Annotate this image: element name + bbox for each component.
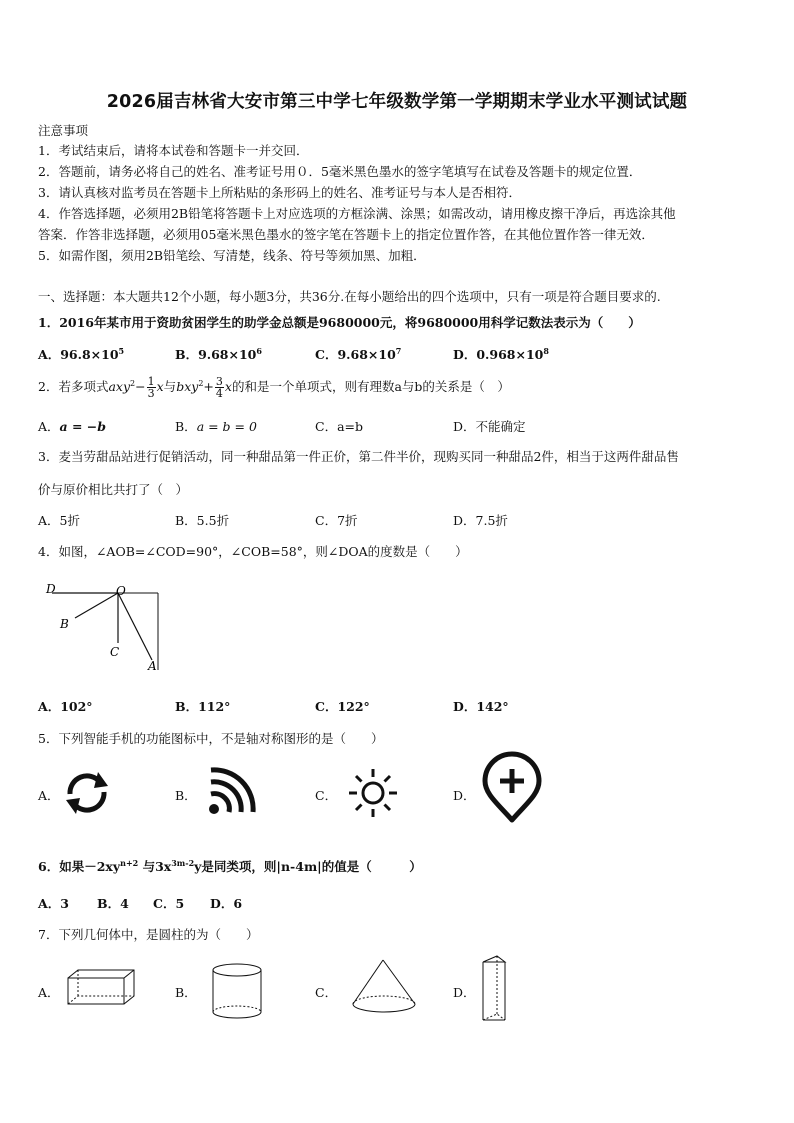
q6-option-b[interactable]: B．4 bbox=[97, 896, 129, 911]
q5-option-b[interactable]: B． bbox=[175, 788, 197, 803]
section-heading: 一、选择题：本大题共12个小题，每小题3分，共36分.在每小题给出的四个选项中，只有一项是符合题目要求的. bbox=[38, 289, 661, 304]
q5-stem: 5．下列智能手机的功能图标中，不是轴对称图形的是（ ） bbox=[38, 731, 384, 746]
cylinder-icon bbox=[211, 962, 265, 1022]
cone-icon bbox=[350, 958, 420, 1018]
q2-option-b[interactable]: B．a = b = 0 bbox=[175, 419, 257, 434]
q2-option-d[interactable]: D．不能确定 bbox=[453, 419, 526, 434]
q4-label-b: B bbox=[60, 617, 69, 631]
q5-option-a[interactable]: A． bbox=[38, 788, 60, 803]
q6-option-a[interactable]: A．3 bbox=[38, 896, 69, 911]
q4-option-a[interactable]: A．102° bbox=[38, 699, 93, 714]
q2-stem: 2．若多项式axy$^2$− $\frac{1}{3}$ x与bxy$^2$+ $\frac{3}{4}$ x的和是一个单项式，则有理数a与b的关系是（ ） bbox=[38, 375, 510, 400]
sync-icon bbox=[62, 768, 112, 818]
notice-item-3: 3．请认真核对监考员在答题卡上所粘贴的条形码上的姓名、准考证号与本人是否相符． bbox=[38, 185, 521, 200]
q4-label-o: O bbox=[116, 584, 126, 598]
q3-stem-line2: 价与原价相比共打了（ ） bbox=[38, 482, 189, 497]
notice-item-4: 4．作答选择题，必须用2B铅笔将答题卡上对应选项的方框涂满、涂黑；如需改动，请用橡皮擦干净后，再选涂其他 bbox=[38, 206, 676, 221]
q4-label-a: A bbox=[148, 659, 157, 673]
page-title: 2026届吉林省大安市第三中学七年级数学第一学期期末学业水平测试试题 bbox=[106, 92, 688, 112]
q4-label-c: C bbox=[110, 645, 120, 659]
q3-option-c[interactable]: C．7折 bbox=[315, 513, 358, 528]
notice-item-1: 1．考试结束后，请将本试卷和答题卡一并交回． bbox=[38, 143, 309, 158]
q4-label-d: D bbox=[46, 582, 56, 596]
q4-option-b[interactable]: B．112° bbox=[175, 699, 231, 714]
q4-option-c[interactable]: C．122° bbox=[315, 699, 370, 714]
q3-stem-line1: 3．麦当劳甜品站进行促销活动，同一种甜品第一件正价，第二件半价，现购买同一种甜品2件，相当于这两件甜品售 bbox=[38, 449, 679, 464]
q2-option-a[interactable]: A．a = −b bbox=[38, 419, 107, 434]
q7-stem: 7．下列几何体中，是圆柱的为（ ） bbox=[38, 927, 259, 942]
q6-option-d[interactable]: D．6 bbox=[210, 896, 243, 911]
q1-option-c[interactable]: C．$9.68\times 10^7$ bbox=[315, 345, 402, 362]
q1-stem: 1．2016年某市用于资助贫困学生的助学金总额是9680000元，将9680000用科学记数法表示为（ ） bbox=[38, 315, 641, 330]
q1-option-d[interactable]: D．$0.968\times 10^8$ bbox=[453, 345, 549, 362]
notice-heading: 注意事项 bbox=[38, 123, 89, 138]
notice-item-4-cont: 答案．作答非选择题，必须用05毫米黑色墨水的签字笔在答题卡上的指定位置作答，在其他位置作答一律无效． bbox=[38, 227, 654, 242]
q7-option-d[interactable]: D． bbox=[453, 985, 476, 1000]
q3-option-b[interactable]: B．5.5折 bbox=[175, 513, 230, 528]
q7-option-a[interactable]: A． bbox=[38, 985, 60, 1000]
q4-angle-figure bbox=[40, 580, 170, 680]
notice-item-2: 2．答题前，请务必将自己的姓名、准考证号用０．5毫米黑色墨水的签字笔填写在试卷及答题卡的规定位置． bbox=[38, 164, 642, 179]
wifi-signal-icon bbox=[205, 768, 255, 818]
q4-option-d[interactable]: D．142° bbox=[453, 699, 509, 714]
q3-option-a[interactable]: A．5折 bbox=[38, 513, 80, 528]
q5-option-d[interactable]: D． bbox=[453, 788, 476, 803]
notice-item-5: 5．如需作图，须用2B铅笔绘、写清楚，线条、符号等须加黑、加粗． bbox=[38, 248, 426, 263]
location-add-icon bbox=[480, 754, 544, 826]
q1-option-a[interactable]: A．$96.8\times 10^5$ bbox=[38, 345, 125, 362]
q5-option-c[interactable]: C． bbox=[315, 788, 338, 803]
cuboid-icon bbox=[66, 968, 136, 1008]
prism-icon bbox=[480, 954, 520, 1028]
q7-option-b[interactable]: B． bbox=[175, 985, 197, 1000]
q3-option-d[interactable]: D．7.5折 bbox=[453, 513, 508, 528]
q6-stem: 6．如果$-2xy^{n+2}$ 与$3x^{3m-2}y$是同类项，则|n-4m|的值是（ ） bbox=[38, 857, 422, 874]
q4-stem: 4．如图，∠AOB=∠COD=90°，∠COB=58°，则∠DOA的度数是（ ） bbox=[38, 544, 468, 559]
q1-option-b[interactable]: B．$9.68\times 10^6$ bbox=[175, 345, 262, 362]
q2-option-c[interactable]: C．a=b bbox=[315, 419, 363, 434]
q7-option-c[interactable]: C． bbox=[315, 985, 338, 1000]
q6-option-c[interactable]: C．5 bbox=[153, 896, 185, 911]
sun-icon bbox=[346, 766, 400, 820]
